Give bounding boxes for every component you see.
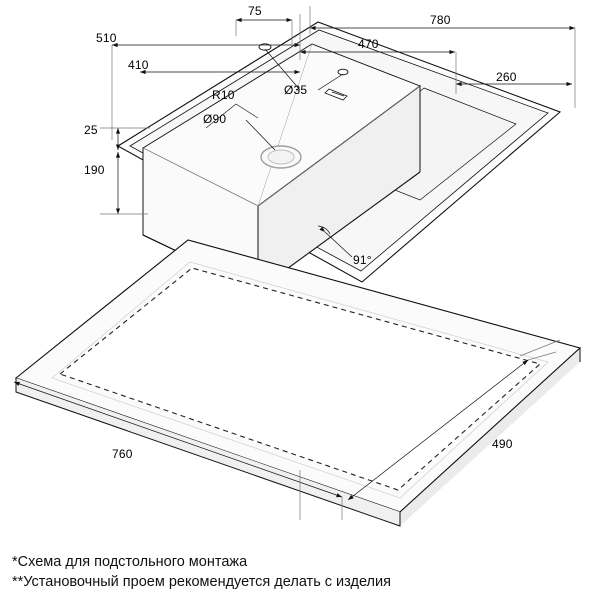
dim-label-r10: R10 [212, 88, 235, 102]
footnote-2: **Установочный проем рекомендуется делать с изделия [12, 574, 391, 590]
dim-label-410: 410 [128, 58, 149, 72]
dim-label-490: 490 [492, 437, 513, 451]
dim-label-75: 75 [248, 4, 262, 18]
dim-label-510: 510 [96, 31, 117, 45]
dim-label-d90: Ø90 [203, 112, 227, 126]
dim-label-760: 760 [112, 447, 133, 461]
dim-label-470: 470 [358, 37, 379, 51]
footnotes [12, 552, 592, 592]
footnote-1: *Схема для подстольного монтажа [12, 554, 248, 570]
dim-label-25: 25 [84, 123, 98, 137]
dim-label-190: 190 [84, 163, 105, 177]
dim-label-d35: Ø35 [284, 83, 308, 97]
countertop-cutout [16, 240, 580, 526]
dim-label-91deg: 91° [353, 253, 372, 267]
dim-label-780: 780 [430, 13, 451, 27]
dim-label-260: 260 [496, 70, 517, 84]
